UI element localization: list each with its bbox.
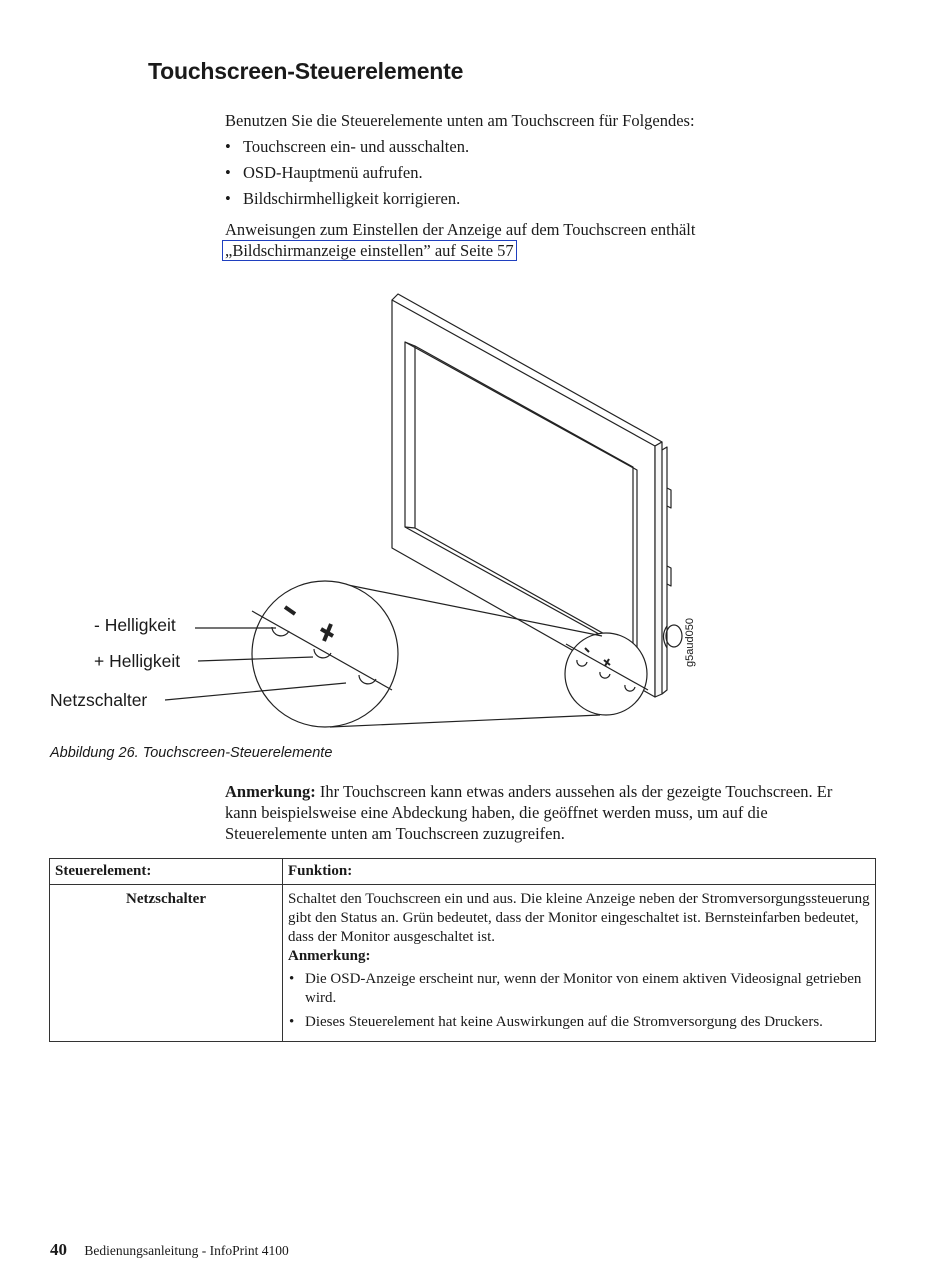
function-note-label: Anmerkung:	[288, 948, 371, 964]
list-item: • OSD-Hauptmenü aufrufen.	[225, 162, 865, 188]
intro-text: Benutzen Sie die Steuerelemente unten am Touchscreen für Folgendes:	[225, 111, 695, 130]
control-name-cell: Netzschalter	[50, 885, 283, 1042]
function-list	[225, 136, 865, 214]
page-number: 40	[50, 1240, 67, 1259]
note-text: Ihr Touchscreen kann etwas anders aussehen als der gezeigte Touchscreen. Er kann beispielsweise eine Abdeckung haben, die geöffnet werden muss, um auf die Steuerelemente unten am Touchscreen zuzugreifen.	[225, 782, 833, 843]
monitor-stand-knob	[666, 625, 682, 647]
zoom-connector-bottom	[330, 715, 600, 727]
list-item: • Touchscreen ein- und ausschalten.	[225, 136, 865, 162]
large-detail-circle	[252, 581, 398, 727]
label-plus-brightness: + Helligkeit	[94, 651, 181, 671]
function-description: Schaltet den Touchscreen ein und aus. Die kleine Anzeige neben der Stromversorgungssteuerung gibt den Status an. Grün bedeutet, dass der Monitor eingeschaltet ist. Bernsteinfarben bedeutet, dass der Monitor ausgeschaltet ist.	[288, 891, 870, 945]
instructions-paragraph	[225, 219, 865, 261]
function-note-list	[288, 970, 870, 1032]
note-paragraph	[225, 781, 865, 844]
label-minus-brightness: - Helligkeit	[94, 615, 176, 635]
monitor-side-edge	[655, 442, 662, 697]
figure-caption: Abbildung 26. Touchscreen-Steuerelemente	[50, 745, 333, 761]
figure-image-id: g5aud050	[684, 618, 696, 667]
cross-reference-link[interactable]: „Bildschirmanzeige einstellen” auf Seite 57	[222, 240, 517, 261]
column-header-control: Steuerelement:	[50, 859, 283, 885]
table-row	[50, 885, 876, 1042]
list-item: • Die OSD-Anzeige erscheint nur, wenn der Monitor von einem aktiven Videosignal getrieben wird.	[288, 970, 870, 1008]
page-title: Touchscreen-Steuerelemente	[148, 58, 464, 84]
function-cell	[283, 885, 876, 1042]
list-item: • Dieses Steuerelement hat keine Auswirkungen auf die Stromversorgung des Druckers.	[288, 1013, 870, 1032]
note-label: Anmerkung:	[225, 782, 316, 801]
list-item: • Bildschirmhelligkeit korrigieren.	[225, 188, 865, 214]
label-power-switch: Netzschalter	[50, 690, 148, 710]
controls-table	[49, 858, 876, 1042]
table-header-row	[50, 859, 876, 885]
instructions-text: Anweisungen zum Einstellen der Anzeige auf dem Touchscreen enthält	[225, 220, 696, 239]
document-title: Bedienungsanleitung - InfoPrint 4100	[84, 1243, 289, 1258]
small-detail-circle	[565, 633, 647, 715]
page-footer	[50, 1240, 289, 1260]
column-header-function: Funktion:	[283, 859, 876, 885]
